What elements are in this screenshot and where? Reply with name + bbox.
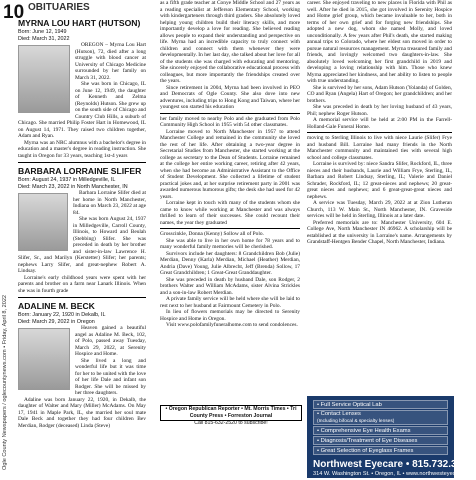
divider [18, 297, 146, 298]
obituary-text: She lived a long and wonderful life but it was time for her to be united with the love of her life Dale and infant son Rodger. She will be missed by her three daughters. [75, 357, 146, 396]
page-number: 10 [3, 2, 25, 23]
obituary-beck [18, 301, 146, 429]
column-2 [160, 0, 300, 402]
section-title: OBITUARIES [28, 2, 90, 13]
obituary-text: She was preceded in death by her loving husband of 43 years, Phil; nephew Roger Hutson. [307, 104, 452, 117]
obituary-born: Born: August 24, 1937 in Milledgeville, IL [18, 177, 116, 183]
portrait-photo [18, 45, 70, 113]
obituary-text: Lorraine kept in touch with many of the students whom she came to know while working at Manchester and was always thrilled to learn of their successes. She could recount their names, the year they graduated [160, 200, 300, 226]
portrait-photo [18, 193, 68, 251]
eyecare-advertisement[interactable] [307, 396, 476, 478]
obituary-text: career. She enjoyed traveling to new places in Florida with Phil as well. After he died in 2015, she got involved in Serenity Hospice and Home grief group, which became invaluable to her, both in terms of her own grief and for forging new friendships. She adopted a new dog, whom she named Molly, and loved unconditionally. A few years after Phil's death, she started making annual trips to Colorado, where her eldest son moved in order to pursue natural resources management. Myrna treasured family and friends, and lovingly welcomed two daughters-in-law. She absolutely loved welcoming her first grandchild in 2019 and developing a loving relationship with him. Those who knew Myrna appreciated her kindness, and her ability to listen to people with true understanding. [307, 0, 452, 84]
divider [307, 132, 452, 133]
obituary-born: Born: June 12, 1949 [18, 29, 67, 35]
obituary-text: Heaven gained a beautiful angel as Adaline M. Beck, 102, of Polo, passed away Tuesday, March 29, 2022, at Serenity Hospice and Home. [75, 325, 146, 357]
obituary-text: Lorraine's early childhood years were spent with her parents and brother on a farm near Lanark Illinois. When she was in fourth grade [18, 274, 146, 294]
obituary-text: Adaline was born January 22, 1920, in Dekalb, the daughter of Walter and Mary (Miller) McAdams. On May 17, 1941 in Maple Park, IL, she married her soul mate Dale Beck and together they had four children Bev Merdian, Rodger (deceased) Linda (Steve) [18, 396, 146, 429]
obituary-born: Born: January 22, 1920 in Dekalb, IL [18, 312, 106, 318]
portrait-photo [18, 328, 70, 390]
obituary-text: as a fifth grade teacher at Conye Middle School and 27 years as a reading specialist at Jefferson Elementary School, working with kindergarteners through third graders. She absolutely loved helping young children build their literacy skills, and more importantly develop a love for reading. She believed reading allows people to expand their understanding and perspective on life. Myrna had an incredible capacity to truly connect with children and connect with them whenever they were developmentally. In her last day, she talked about her love for all of the students she was charged with educating and mentoring. She sincerely enjoyed the collaborative educational process with colleagues, but more importantly the friendships created over the years. [160, 0, 300, 84]
obituary-name: BARBARA LORRAINE SLIFER [18, 166, 142, 176]
obituary-name: ADALINE M. BECK [18, 301, 95, 311]
ad-address: 314 W. Washington St. • Oregon, IL • www.northwesteyecare.com [313, 471, 476, 477]
obituary-died: Died: March 29, 2022 in Oregon [18, 318, 95, 325]
obituary-text: her family moved to nearby Polo and she graduated from Polo Community High School in 1955 with 54 other classmates. [160, 115, 300, 128]
column-3 [307, 0, 452, 392]
divider [160, 113, 300, 114]
ad-title: Northwest Eyecare • 815.732.3121 [313, 459, 474, 470]
banner-papers: • Oregon Republican Reporter • Mt. Morris Times • Tri County Press • Forreston Journal [165, 406, 297, 419]
obituary-text: Myrna was an NRC alumnus with a bachelor's degree in education and a master's degree in reading instruction. She taught in Oregon for 33 years, teaching 1st-4 years [18, 139, 146, 159]
obituary-died: Died: March 31, 2022 [18, 35, 70, 42]
obituary-text: She was preceded in death by husband Dale, son Rodger, 2 brothers Walter and William McAdams, sister Alvina Strickles and a son-in-law Robert Merdian. [160, 276, 300, 296]
obituary-text: A private family service will be held where she will be laid to rest next to her husband at Fairmount Cemetery in Polo. [160, 296, 300, 309]
divider [18, 162, 146, 163]
ad-item [313, 410, 448, 425]
obituary-text: Since retirement in 2004, Myrna had been involved in PEO and Democrats of Ogle County. She also dove into new adventures, including trips to Hong Kong and Taiwan, where her youngest son started his education [160, 84, 300, 110]
obituary-text: Lorraine moved to North Manchester in 1957 to attend Manchester College and remained in the community she loved the rest of her life. After obtaining a two-year degree in Secretarial Studies from Manchester, she started working at the college as secretary to the Dean of Students. Lorraine remained at the college her entire working career, retiring after 42 years, when she had become an Administrative Assistant to the Office of Student Development. She collected a lifetime of student practical jokes and, at her surprise retirement party in 2001 was awarded numerous humorous gifts; the desk she had used for 42 years. [160, 128, 300, 200]
ad-item-text: • Contact Lenses [317, 411, 361, 417]
side-credit-text: Ogle County Newspapers / oglecountynews.com • Friday, April 8, 2022 [2, 294, 8, 470]
obituary-text: A service was Tuesday, March 29, 2022 at at Zion Lutheran Church, 113 W. Main St., North Manchester, IN. Graveside services will be held in Sterling, Illinois at a later date. [307, 200, 452, 219]
banner-phone: Call 815-632-2520 to subscribe! [194, 420, 268, 426]
obituary-text: She was born August 24, 1937 in Milledgeville, Carroll County, Illinois, to Howard and Beulah (Stebbing) Slifer. She was preceded in death by her brother and sister-in-law Lawrence H. Slifer, Sr., and Marilyn (Kerstetter) Slifer; her parents; nephews Larry Slifer, and great-nephew Robert A. Lindsay. [18, 216, 146, 274]
ad-item: • Diagnosis/Treatment of Eye Diseases [313, 436, 448, 445]
obituary-name: MYRNA LOU HART (HUTSON) [18, 18, 141, 28]
obituary-hart [18, 18, 146, 159]
obituary-slifer [18, 166, 146, 294]
obituary-text: In lieu of flowers memorials may be directed to Serenity Hospice and Home in Oregon. [160, 309, 300, 322]
obituary-text: Preferred memorials are to: Manchester University, 604 E. College Ave, North Manchester IN 46962. A scholarship will be established at the university in Lorraine's name. Arrangements by Grandstaff-Hentgen Bender Chapel, North Manchester, Indiana. [307, 219, 452, 245]
obituary-text: She is survived by her sons, Adam Hutson (Yolanda) of Golden, CO and Ryan (Angela) Hart of Oregon; her grandchildren; and her brothers. [307, 84, 452, 104]
obituary-text: Visit www.polofamilyfuneralhome.com to send condolences. [166, 322, 298, 328]
obituary-text: OREGON – Myrna Lou Hart (Hutson), 72, died after a long struggle with blood cancer at University of Chicago Medicine surrounded by her family on March 31, 2022. [75, 42, 146, 81]
obituary-text: Survivors include her daughters: 8 Grandchildren Bob (Julie) Merdian, Denny (Karla) Merdian, Michael (Heather) Merdian, Andria (Dave) Young, Julie Albrecht, Jeff (Brenda) Sollow, 17 Great Grandchildren; 1 Great-Great Granddaughter. [160, 250, 300, 276]
ad-item: • Comprehensive Eye Health Exams [313, 426, 448, 435]
obituary-text: moving to Sterling Illinois to live with niece Laurie (Slifer) Frye and husband Bill. Lorraine had many friends in the North Manchester community and maintained ties with several high school and college classmates. [307, 135, 452, 161]
column-1 [18, 18, 146, 478]
obituary-text: She was able to live in her own home for 78 years and to many wonderful family memories will be cherished. [160, 237, 300, 250]
ad-item: • Great Selection of Eyeglass Frames [313, 446, 448, 455]
obituary-text: Grosscinkle, Donna (Kenny) Sollow all of Polo. [160, 231, 264, 237]
ad-item-sub: (Including bifocal & specialty lenses) [317, 418, 395, 424]
obituary-died: Died: March 23, 2022 in North Manchester, IN [18, 183, 128, 190]
divider [160, 228, 300, 229]
obituary-text: A memorial service will be held at 2:00 PM in the Farrell-Holland-Gale Funeral Home. [307, 117, 452, 130]
obituary-text: Barbara Lorraine Slifer died at her home in North Manchester, Indiana on March 23, 2022 at age 84. [73, 190, 146, 216]
ad-item: • Full Service Optical Lab [313, 400, 448, 409]
subscribe-banner[interactable] [160, 405, 302, 426]
side-credit [2, 140, 16, 470]
obituary-text: She was born in Chicago, IL on June 12, 1949, the daughter of Kenneth and Zelma (Reynolds) Hutson. She grew up on the south side of Chicago and Country Club Hills, a suburb of Chicago. She married Philip Foster Hart in Homewood, IL on August 14, 1971. They raised two children together, Adam and Ryan. [18, 81, 146, 139]
obituary-text: Lorraine is survived by: niece Sandra Slifer, Rockford, IL, three nieces and their husbands, Laurie and William Frye, Sterling, IL, Barbara and Robert Lindsay, Sterling, IL; Valerie and Daniel Schrader, Rockford, IL; 12 great-nieces and nephews; 20 great-great nieces and nephews; and 6 great-great-great nieces and nephews. [307, 161, 452, 200]
